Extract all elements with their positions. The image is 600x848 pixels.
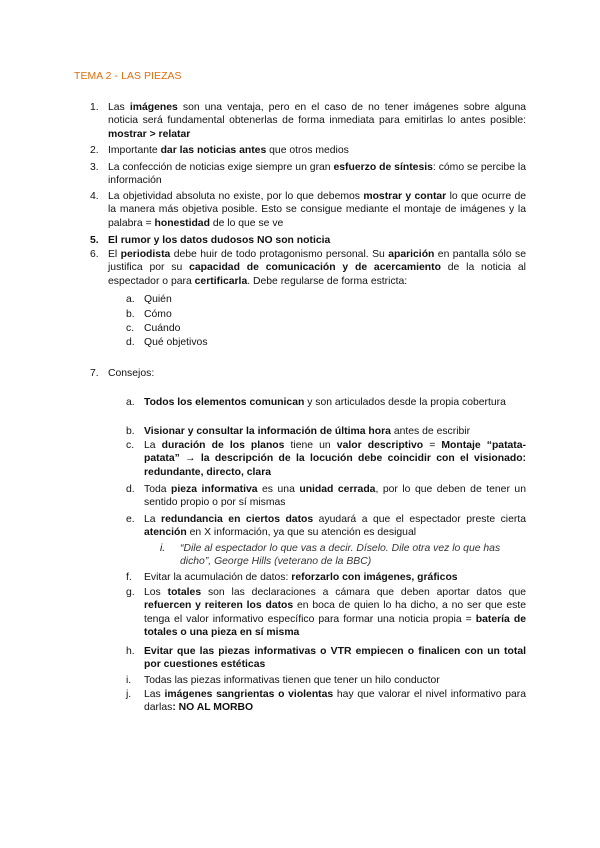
sublist-text: Las imágenes sangrientas o violentas hay que valorar el nivel informativo para darlas: NO AL MORBO [144, 689, 526, 714]
list-number: 4. [90, 191, 99, 202]
list-number: 3. [90, 162, 99, 173]
sublist-text: Quién [144, 294, 172, 305]
list-text: Las imágenes son una ventaja, pero en el caso de no tener imágenes sobre alguna noticia será fundamental obtenerlas de forma inmediata para emitirlas lo antes posible: mostrar > relatar [108, 102, 526, 140]
sublist-letter: c. [126, 440, 135, 451]
list-number: 7. [90, 368, 99, 379]
sublist-letter: b. [126, 309, 135, 320]
quote-text: “Dile al espectador lo que vas a decir. Díselo. Dile otra vez lo que has dicho”, George Hills (veterano de la BBC) [180, 543, 501, 568]
sublist-letter: e. [126, 514, 135, 525]
sublist-text: Evitar que las piezas informativas o VTR empiecen o finalicen con un total por cuestiones estéticas [144, 646, 526, 671]
sublist-text: Los totales son las declaraciones a cámara que deben aportar datos que refuercen y reiteren los datos en boca de quien lo ha dicho, a no ser que este tenga el valor informativo específico para formar una noticia propia = batería de totales o una pieza en sí misma [144, 587, 527, 639]
sublist-letter: b. [126, 426, 135, 437]
list-text: La objetividad absoluta no existe, por lo que debemos mostrar y contar lo que ocurre de la manera más objetiva posible. Esto se consigue mediante el montaje de imágenes y la palabra = honestidad de lo que se ve [108, 191, 527, 229]
list-number: 5. [90, 235, 99, 246]
sublist-text: Todas las piezas informativas tienen que tener un hilo conductor [144, 675, 440, 686]
list-text: Consejos: [108, 368, 155, 379]
sublist-text: Todos los elementos comunican y son articulados desde la propia cobertura [144, 397, 506, 408]
section-title: TEMA 2 - LAS PIEZAS [74, 71, 182, 82]
sublist-letter: a. [126, 397, 135, 408]
sublist-letter: h. [126, 646, 135, 657]
list-text: El periodista debe huir de todo protagonismo personal. Su aparición en pantalla sólo se justifica por su capacidad de comunicación y de acercamiento de la noticia al espectador o para certificarla. Debe regularse de forma estricta: [108, 249, 526, 287]
sublist-letter: d. [126, 337, 135, 348]
sublist-text: Cuándo [144, 323, 181, 334]
sublist-text: Visionar y consultar la información de última hora antes de escribir [144, 426, 471, 437]
sublist-letter: d. [126, 484, 135, 495]
list-number: 2. [90, 145, 99, 156]
list-text: La confección de noticias exige siempre un gran esfuerzo de síntesis: cómo se percibe la información [108, 162, 526, 187]
sublist-letter: c. [126, 323, 135, 334]
sublist-letter: i. [126, 675, 132, 686]
sublist-letter: f. [126, 572, 132, 583]
sublist-text: La redundancia en ciertos datos ayudará a que el espectador preste cierta atención en X información, ya que su atención es desigual [144, 514, 526, 539]
list-text: Importante dar las noticias antes que otros medios [108, 145, 349, 156]
sublist-text: Evitar la acumulación de datos: reforzarlo con imágenes, gráficos [144, 572, 458, 583]
quote-number: i. [160, 543, 166, 554]
sublist-text: Cómo [144, 309, 172, 320]
list-text: El rumor y los datos dudosos NO son noticia [108, 235, 331, 246]
sublist-text: Qué objetivos [144, 337, 208, 348]
sublist-letter: j. [126, 689, 132, 700]
list-number: 6. [90, 249, 99, 260]
sublist-letter: a. [126, 294, 135, 305]
sublist-text: Toda pieza informativa es una unidad cerrada, por lo que deben de tener un sentido propio o por sí mismas [144, 484, 526, 509]
sublist-letter: g. [126, 587, 135, 598]
list-number: 1. [90, 102, 99, 113]
sublist-text: La duración de los planos tiene un valor descriptivo = Montaje “patata-patata” → la descripción de la locución debe coincidir con el visionado: redundante, directo, clara [144, 440, 527, 478]
